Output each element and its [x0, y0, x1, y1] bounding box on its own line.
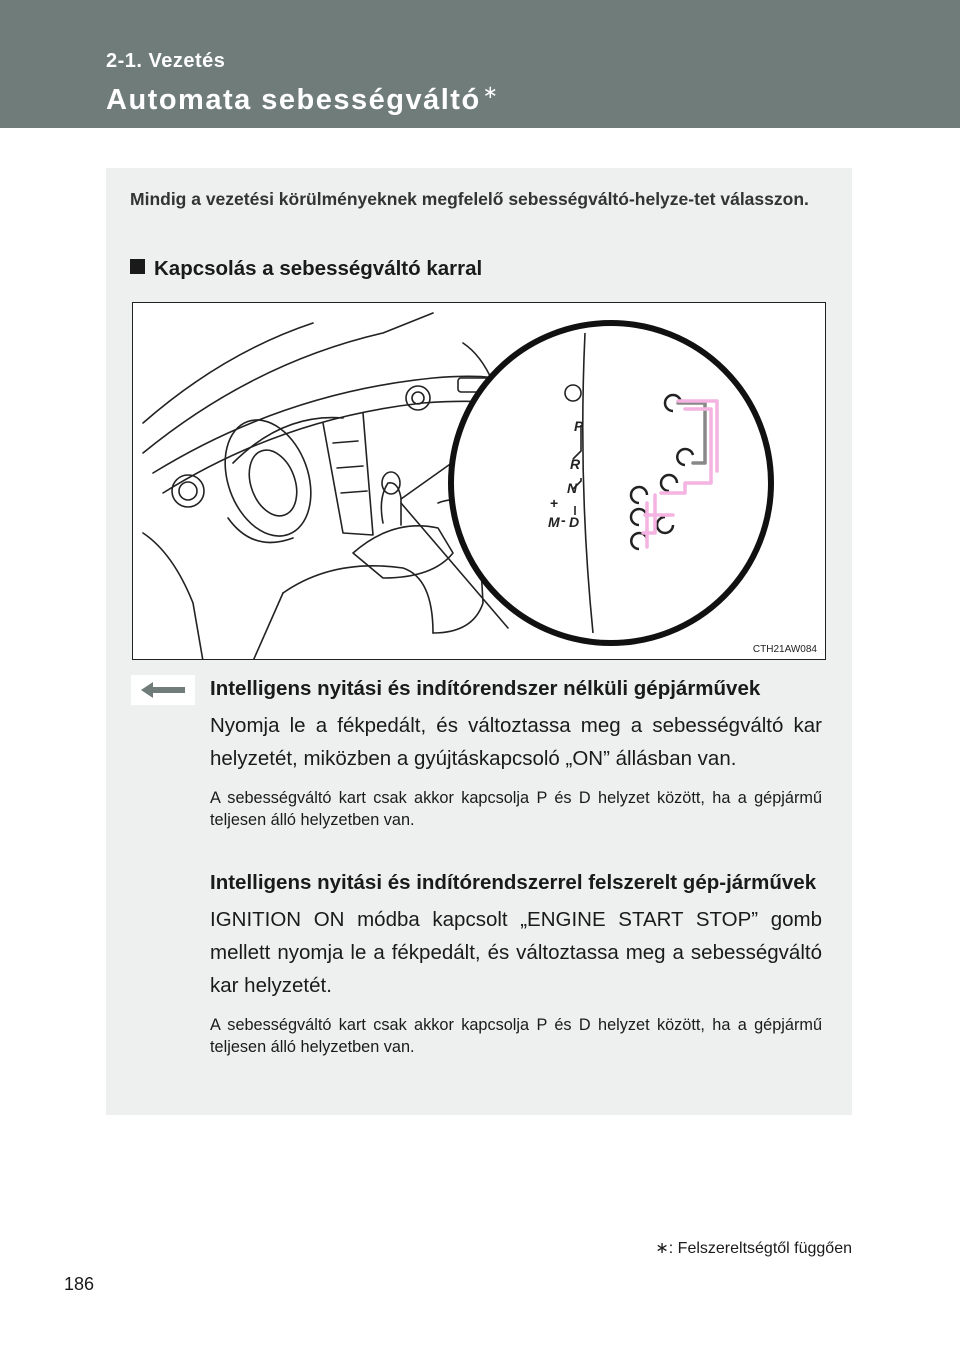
- footnote: [655, 1238, 852, 1258]
- shift-lever-illustration: [132, 302, 826, 660]
- section-heading: Intelligens nyitási és indítórendszer nélküli gépjárművek: [210, 677, 761, 700]
- section-heading: Intelligens nyitási és indítórendszerrel felszerelt gép-járművek: [210, 871, 817, 894]
- page-number: 186: [64, 1274, 95, 1294]
- figure-code: CTH21AW084: [752, 644, 817, 655]
- plus-label: +: [550, 495, 559, 511]
- section-note: A sebességváltó kart csak akkor kapcsolja P és D helyzet között, ha a gépjármű teljesen álló helyzetben van.: [210, 1016, 822, 1056]
- arrow-left-icon: [141, 681, 185, 699]
- gear-m-label: M: [548, 514, 560, 530]
- page-title-text: Automata sebességváltó: [106, 84, 481, 116]
- square-bullet-icon: [130, 259, 145, 274]
- page-title: [106, 84, 499, 117]
- gear-p-label: P: [574, 418, 584, 434]
- section-note: A sebességváltó kart csak akkor kapcsolja P és D helyzet között, ha a gépjármű teljesen álló helyzetben van.: [210, 789, 822, 829]
- section-body: IGNITION ON módba kapcsolt „ENGINE START STOP” gomb mellett nyomja le a fékpedált, és változtassa meg a sebességváltó kar helyzetét.: [210, 908, 822, 997]
- subheading: [130, 257, 482, 281]
- subheading-text: Kapcsolás a sebességváltó karral: [154, 257, 483, 280]
- cockpit-drawing: [133, 303, 826, 660]
- section-body: Nyomja le a fékpedált, és változtassa meg a sebességváltó kar helyzetét, miközben a gyújtáskapcsoló „ON” állásban van.: [210, 714, 822, 770]
- section-with-smart-entry: [210, 866, 822, 1058]
- section-label: 2-1. Vezetés: [106, 50, 226, 72]
- optional-equipment-mark: ∗: [482, 82, 500, 102]
- minus-label: -: [561, 512, 566, 528]
- section-without-smart-entry: [210, 672, 822, 831]
- intro-text: Mindig a vezetési körülményeknek megfelelő sebességváltó-helyze-tet válasszon.: [130, 189, 809, 209]
- gear-d-label: D: [569, 514, 580, 530]
- footnote-mark: ∗: [655, 1240, 669, 1257]
- footnote-text: : Felszereltségtől függően: [668, 1240, 852, 1257]
- chapter-header: [0, 0, 960, 128]
- gear-r-label: R: [570, 456, 581, 472]
- magnified-gate-circle: [451, 323, 771, 643]
- section-arrow-marker: [131, 675, 195, 705]
- gear-n-label: N: [567, 480, 578, 496]
